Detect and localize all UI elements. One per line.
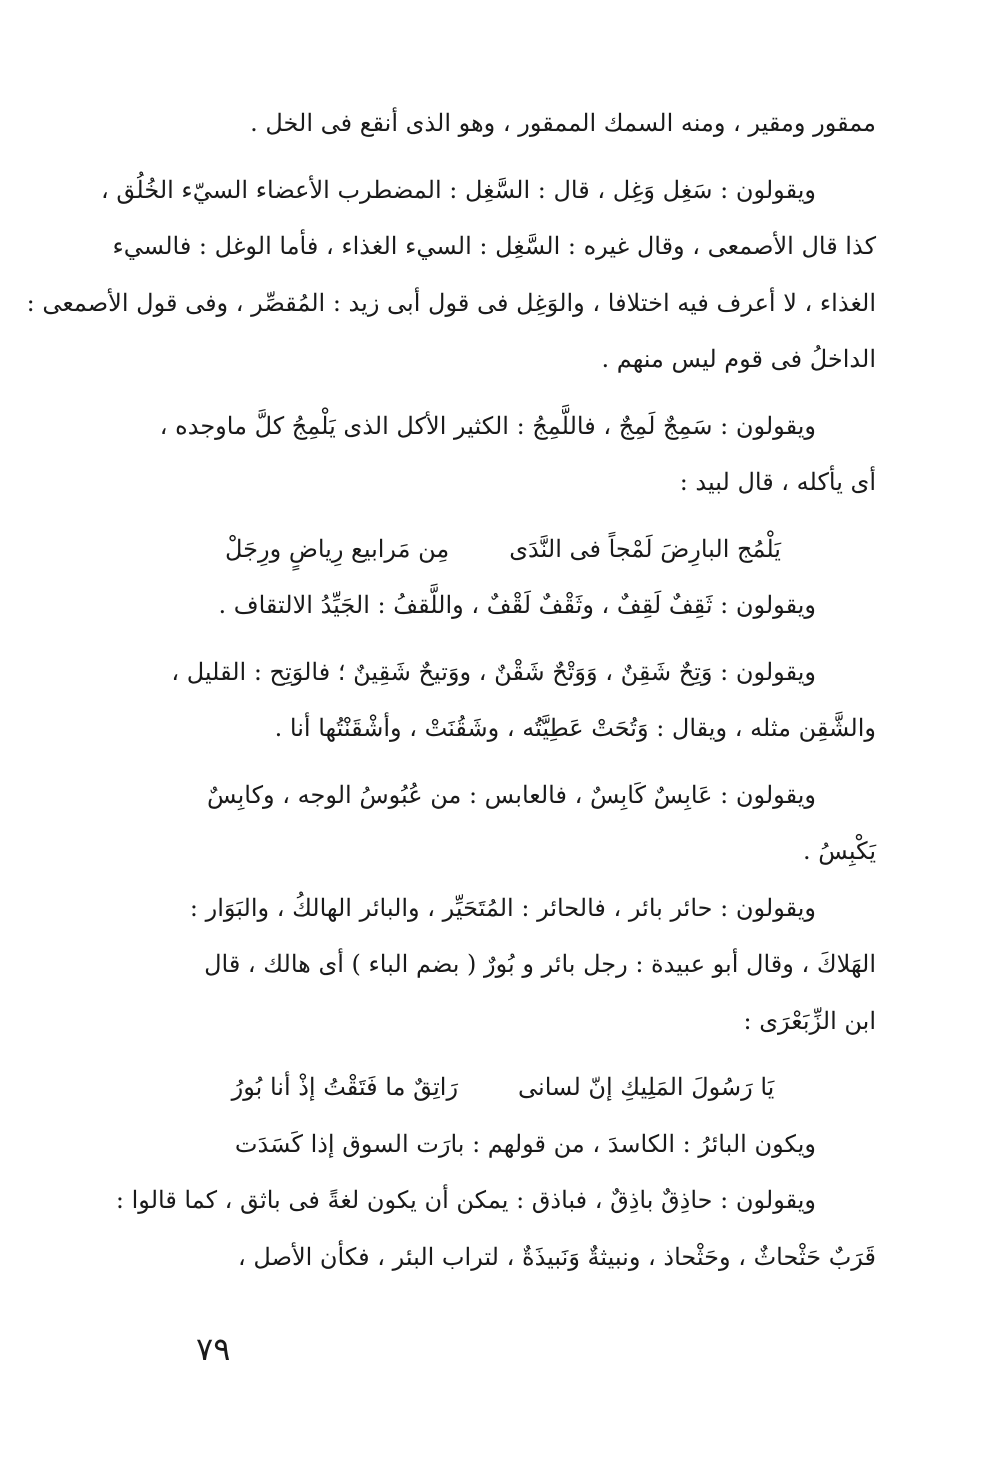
text-line: ويكون البائرُ : الكاسدَ ، من قولهم : بارَت السوق إذا كَسَدَت [234, 1129, 816, 1158]
text-line: والشَّقِن مثله ، ويقال : وَتُحَتْ عَطِيَّتُه ، وشَقُنَتْ ، وأشْقَنْتُها أنا . [274, 714, 876, 742]
verse-hemistich-first: يَا رَسُولَ المَلِيكِ إنّ لسانى [518, 1073, 775, 1101]
text-line: الهَلاكَ ، وقال أبو عبيدة : رجل بائر و بُورٌ ( بضم الباء ) أى هالك ، قال [204, 950, 876, 978]
page-text [26, 95, 876, 1285]
verse-line [130, 521, 876, 578]
text-line: الغذاء ، لا أعرف فيه اختلافا ، والوَغِل فى قول أبى زيد : المُقصِّر ، وفى قول الأصمعى : [26, 288, 876, 317]
text-line: ويقولون : حائر بائر ، فالحائر : المُتَحَيِّر ، والبائر الهالكُ ، والبَوَار : [189, 893, 816, 922]
verse-hemistich-second: رَاتِقٌ ما فَتَقْتُ إذْ أنا بُورُ [231, 1073, 459, 1101]
text-line: ويقولون : سَغِل وَغِل ، قال : السَّغِل : المضطرب الأعضاء السيّء الخُلُق ، [100, 175, 816, 204]
text-line: يَكْبِسُ . [802, 837, 876, 865]
text-line: قَرَبٌ حَثْحاثٌ ، وحَثْحاذ ، ونبيثةٌ وَنَبيذَةٌ ، لتراب البئر ، فكأن الأصل ، [238, 1242, 876, 1271]
text-line: الداخلُ فى قوم ليس منهم . [601, 345, 876, 373]
text-line: أى يأكله ، قال لبيد : [679, 468, 876, 496]
text-line: ويقولون : عَابِسٌ كَابِسٌ ، فالعابس : من عُبُوسُ الوجه ، وكابِسٌ [207, 780, 816, 809]
text-line: ممقور ومقير ، ومنه السمك الممقور ، وهو الذى أنقع فى الخل . [250, 109, 876, 137]
page-number: ٧٩ [196, 1330, 231, 1368]
text-line: ويقولون : سَمِجٌ لَمِجٌ ، فاللَّمِجُ : الكثير الأكل الذى يَلْمِجُ كلَّ ماوجده ، [159, 411, 816, 440]
text-line: ابن الزِّبَعْرَى : [743, 1006, 876, 1035]
text-line: كذا قال الأصمعى ، وقال غيره : السَّغِل : السيء الغذاء ، فأما الوغل : فالسيء [112, 232, 876, 260]
text-line: ويقولون : ثَقِفٌ لَقِفٌ ، وثَقْفٌ لَقْفٌ ، واللَّقفُ : الجَيِّدُ الالتقاف . [218, 591, 816, 619]
verse-hemistich-first: يَلْمُج البارِضَ لَمْجاً فى النَّدَى [509, 534, 781, 563]
text-line: ويقولون : حاذِقٌ باذِقٌ ، فباذق : يمكن أن يكون لغةً فى باثق ، كما قالوا : [115, 1186, 816, 1214]
text-line: ويقولون : وَتِحٌ شَقِنٌ ، وَوَتْحٌ شَقْنٌ ، ووَتيحٌ شَقِينٌ ؛ فالوَتِح : القليل ، [171, 657, 816, 686]
verse-line [130, 1059, 876, 1116]
verse-hemistich-second: مِن مَرابيع رِياضٍ ورِجَلْ [225, 534, 450, 563]
